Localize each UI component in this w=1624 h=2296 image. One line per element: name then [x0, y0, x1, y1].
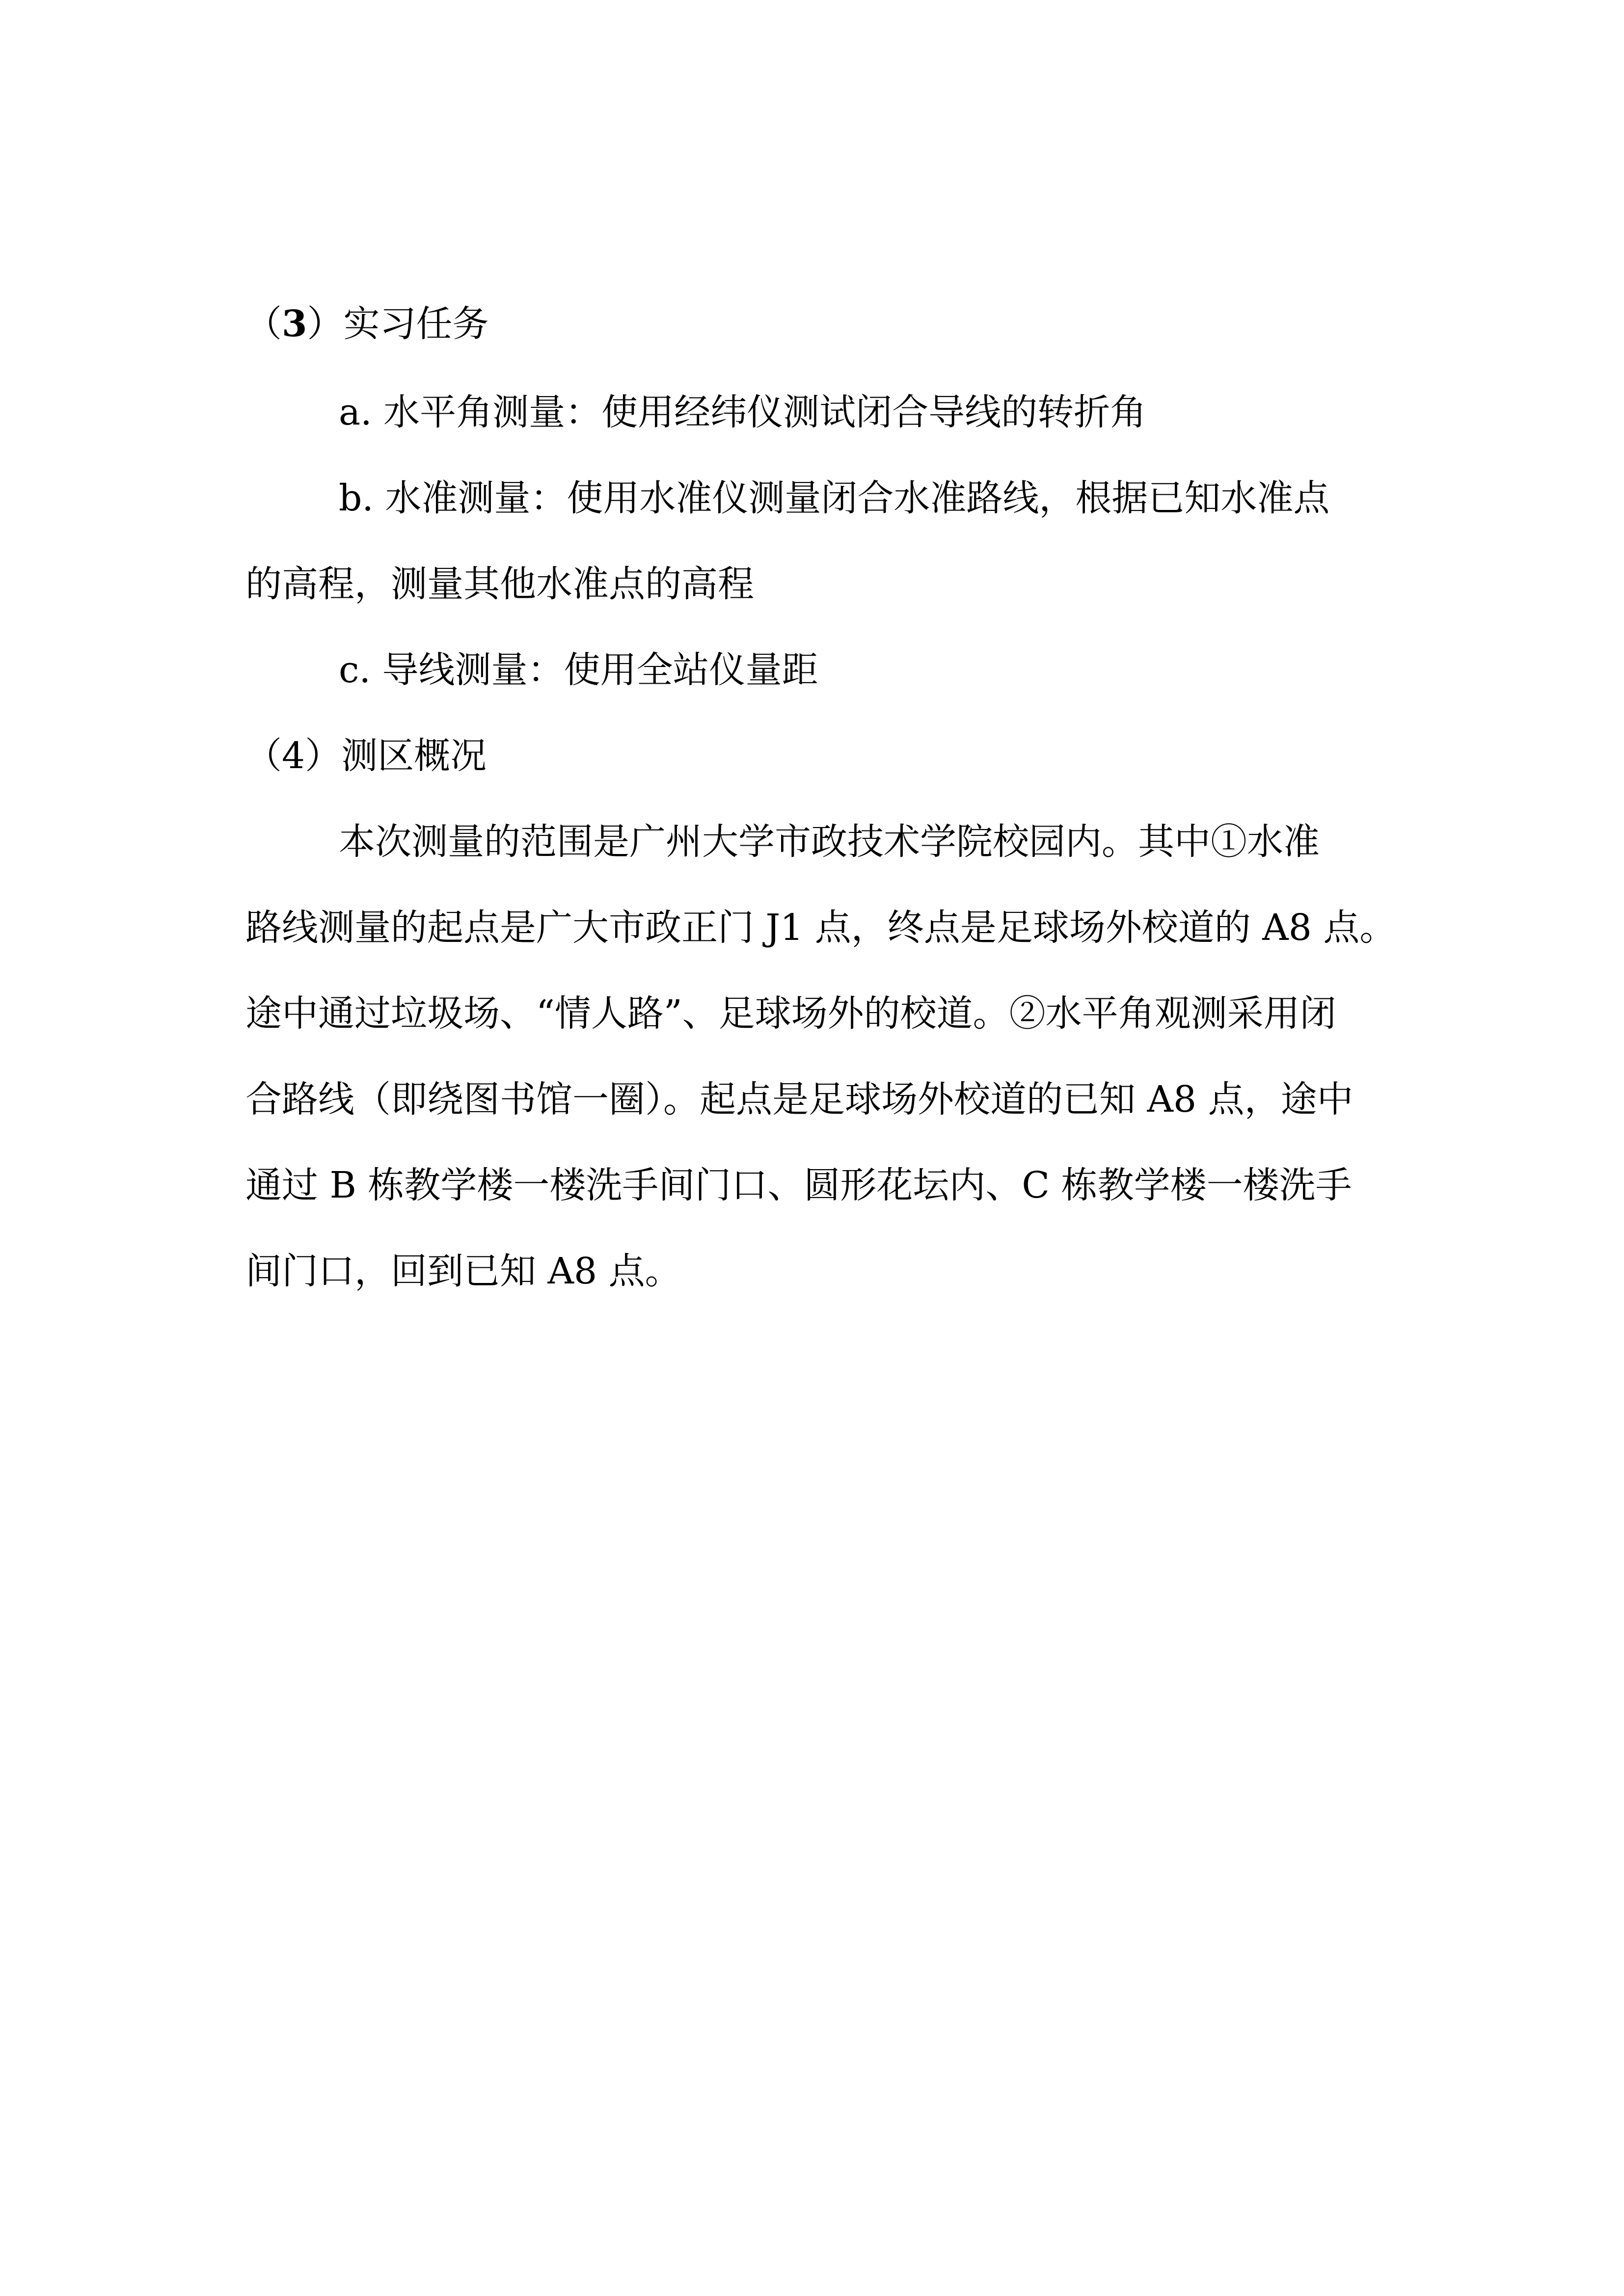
section-3-heading [245, 299, 489, 348]
paragraph-line-5: 通过 B 栋教学楼一楼洗手间门口、圆形花坛内、C 栋教学楼一楼洗手 [245, 1164, 1352, 1206]
heading-text: ）实习任务 [307, 303, 489, 345]
paragraph-line-4: 合路线（即绕图书馆一圈）。起点是足球场外校道的已知 A8 点，途中 [245, 1078, 1353, 1121]
heading-number: 3 [282, 303, 307, 345]
task-item-c: c. 导线测量：使用全站仪量距 [339, 649, 818, 691]
heading-open-paren: （ [245, 303, 282, 345]
paragraph-line-3: 途中通过垃圾场、“情人路”、足球场外的校道。②水平角观测采用闭 [245, 992, 1336, 1035]
task-item-b-line2: 的高程，测量其他水准点的高程 [245, 563, 754, 605]
paragraph-line-2: 路线测量的起点是广大市政正门 J1 点，终点是足球场外校道的 A8 点。 [245, 907, 1396, 949]
task-item-b-line1: b. 水准测量：使用水准仪测量闭合水准路线，根据已知水准点 [339, 477, 1330, 519]
section-4-heading: （4）测区概况 [245, 735, 487, 777]
paragraph-line-6: 间门口，回到已知 A8 点。 [245, 1250, 681, 1292]
task-item-a: a. 水平角测量：使用经纬仪测试闭合导线的转折角 [339, 391, 1147, 433]
paragraph-line-1: 本次测量的范围是广州大学市政技术学院校园内。其中①水准 [339, 821, 1320, 863]
